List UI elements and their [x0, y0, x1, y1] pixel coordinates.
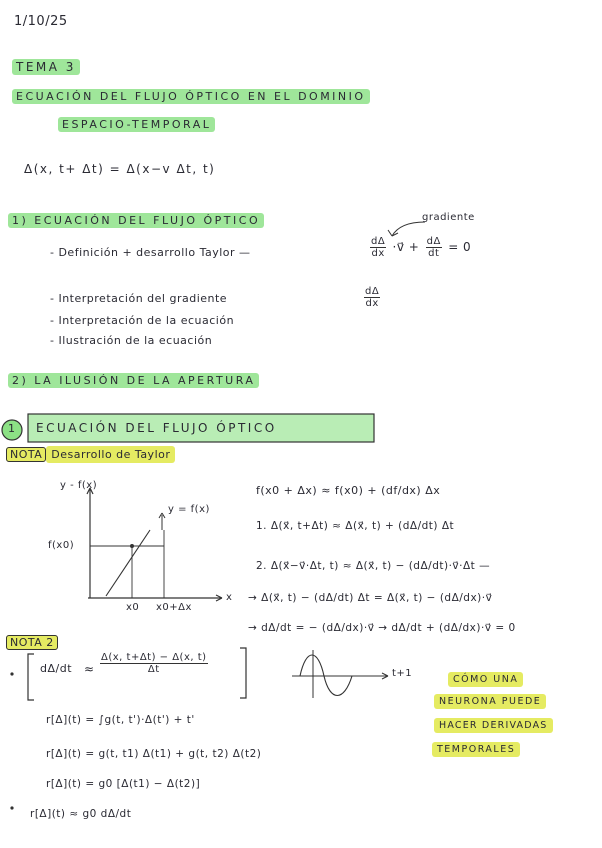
nota2-bracket-right [240, 648, 246, 698]
nota1-header: NOTA Desarrollo de Taylor [6, 448, 175, 461]
section1-item-d: - Ilustración de la ecuación [50, 334, 213, 347]
graph-y-axis-label: y - f(x) [60, 480, 98, 491]
graph-x-axis-label: x [226, 592, 233, 603]
response-eq-1: r[Δ](t) = ∫g(t, t')·Δ(t') + t' [46, 714, 195, 726]
section1-item-a: - Definición + desarrollo Taylor — [50, 246, 251, 259]
response-eq-2: r[Δ](t) = g(t, t1) Δ(t1) + g(t, t2) Δ(t2) [46, 748, 262, 760]
wave-curve [300, 655, 352, 696]
nota2-derivative-rhs: $\frac{\Delta(x, t+\Delta t) - \Delta(x, t)}{\Delta t}$ [101, 652, 207, 675]
taylor-step-3: → Δ(x⃗, t) − (dΔ/dt) Δt = Δ(x⃗, t) − (dΔ/dx)·v⃗ [248, 592, 493, 604]
taylor-step-2: 2. Δ(x⃗−v⃗·Δt, t) ≈ Δ(x⃗, t) − (dΔ/dt)·v⃗·Δt — [256, 560, 491, 572]
base-equation: Δ(x, t+ Δt) = Δ(x−v Δt, t) [24, 162, 216, 176]
nota2-approx-sign: ≈ [84, 662, 95, 676]
tangent-line [106, 530, 150, 596]
taylor-equation: f(x0 + Δx) ≈ f(x0) + (df/dx) Δx [256, 484, 441, 497]
title-line-2: ESPACIO-TEMPORAL [58, 118, 215, 131]
boxed-section-title: ECUACIÓN DEL FLUJO ÓPTICO [36, 421, 277, 435]
question-line-2: NEURONA PUEDE [434, 696, 546, 707]
question-line-4: TEMPORALES [432, 744, 520, 755]
graph-curve-label: y = f(x) [168, 504, 210, 515]
nota2-derivative-lhs: dΔ/dt [40, 662, 73, 675]
graph-y-tick: f(x0) [48, 540, 75, 551]
section1-item-c: - Interpretación de la ecuación [50, 314, 235, 327]
taylor-step-1: 1. Δ(x⃗, t+Δt) ≈ Δ(x⃗, t) + (dΔ/dt) Δt [256, 520, 455, 532]
question-line-1: CÓMO UNA [448, 674, 523, 685]
graph-x-tick-2: x0+Δx [156, 602, 192, 613]
section1-item-b: - Interpretación del gradiente [50, 292, 228, 305]
page-date: 1/10/25 [14, 14, 68, 29]
question-line-3: HACER DERIVADAS [434, 720, 553, 731]
title-line-1: ECUACIÓN DEL FLUJO ÓPTICO EN EL DOMINIO [12, 90, 370, 103]
gradient-fraction: $\frac{d\Delta}{dx}$ [365, 286, 380, 309]
response-eq-4: r[Δ](t) ≈ g0 dΔ/dt [30, 808, 132, 820]
boxed-section-number: 1 [8, 422, 16, 435]
graph-x-tick-1: x0 [126, 602, 140, 613]
optical-flow-equation: $\frac{d\Delta}{dx}$ ·v⃗ + $\frac{d\Delta}{dt}$ = 0 [371, 236, 472, 259]
tema-label: TEMA 3 [12, 60, 80, 74]
response-eq-3: r[Δ](t) = g0 [Δ(t1) − Δ(t2)] [46, 778, 201, 790]
nota2-tag: NOTA 2 [6, 636, 58, 649]
nota2-bracket-left [28, 654, 34, 700]
wave-time-label: t+1 [392, 668, 413, 679]
section1-heading: 1) ECUACIÓN DEL FLUJO ÓPTICO [8, 214, 264, 227]
gradient-note: gradiente [422, 212, 475, 223]
taylor-step-4: → dΔ/dt = − (dΔ/dx)·v⃗ → dΔ/dt + (dΔ/dx)·v⃗ = 0 [248, 622, 516, 634]
section2-heading: 2) LA ILUSIÓN DE LA APERTURA [8, 374, 259, 387]
